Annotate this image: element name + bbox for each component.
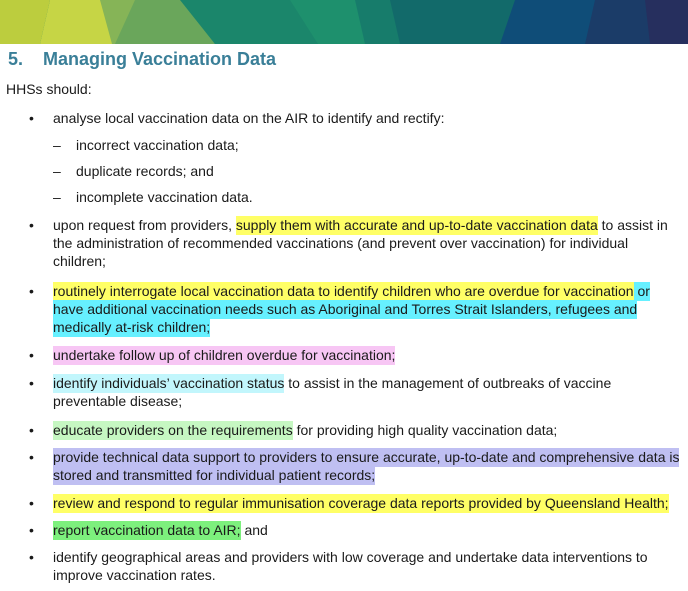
text-segment: for providing high quality vaccination data;: [292, 422, 558, 438]
list-item-text: [53, 346, 683, 364]
decorative-banner: [0, 0, 688, 44]
highlighted-segment: identify individuals’ vaccination status: [53, 375, 285, 391]
sub-list-item-text: incorrect vaccination data;: [76, 137, 239, 153]
list-item-text: [53, 548, 683, 584]
list-item-text: [53, 109, 683, 127]
highlighted-segment: routinely interrogate local vaccination data to identify children who are overdue for vaccination: [53, 283, 634, 299]
list-item-text: [53, 521, 683, 539]
highlighted-segment: supply them with accurate and up-to-date vaccination data: [235, 217, 598, 233]
highlighted-segment: report vaccination data to AIR;: [53, 522, 241, 538]
text-segment: to assist in the administration of recommended vaccinations (and prevent over vaccination) for individual children;: [53, 217, 668, 269]
text-segment: upon request from providers,: [53, 217, 236, 233]
bullet-icon: •: [29, 283, 34, 299]
intro-text: HHSs should:: [6, 81, 92, 97]
highlighted-segment: educate providers on the requirements: [53, 422, 293, 438]
bullet-icon: •: [29, 375, 34, 391]
bullet-icon: •: [29, 495, 34, 511]
dash-icon: –: [53, 137, 61, 153]
banner-graphic: [0, 0, 688, 44]
bullet-icon: •: [29, 110, 34, 126]
bullet-icon: •: [29, 449, 34, 465]
bullet-icon: •: [29, 422, 34, 438]
list-item-text: [53, 494, 683, 512]
highlighted-segment: or have additional vaccination needs such as Aboriginal and Torres Strait Islanders, refugees and medically at-risk children;: [53, 283, 650, 335]
text-segment: identify geographical areas and providers with low coverage and undertake data interventions to improve vaccination rates.: [53, 549, 648, 583]
highlighted-segment: review and respond to regular immunisation coverage data reports provided by Queensland Health;: [53, 495, 669, 511]
dash-icon: –: [53, 189, 61, 205]
list-item-text: [53, 374, 683, 410]
sub-list-item-text: duplicate records; and: [76, 163, 214, 179]
list-item-text: [53, 421, 683, 439]
section-title: Managing Vaccination Data: [43, 49, 277, 69]
list-item-text: [53, 282, 683, 336]
highlighted-segment: provide technical data support to providers to ensure accurate, up-to-date and comprehensive data is stored and transmitted for individual patient records;: [53, 449, 680, 483]
list-item-text: [53, 448, 683, 484]
sub-list-item-text: incomplete vaccination data.: [76, 189, 253, 205]
bullet-icon: •: [29, 347, 34, 363]
text-segment: and: [240, 522, 268, 538]
list-item-text: [53, 216, 683, 270]
bullet-icon: •: [29, 549, 34, 565]
bullet-icon: •: [29, 217, 34, 233]
bullet-icon: •: [29, 522, 34, 538]
highlighted-segment: undertake follow up of children overdue for vaccination;: [53, 347, 396, 363]
text-segment: to assist in the management of outbreaks of vaccine preventable disease;: [53, 375, 612, 409]
section-number: 5.: [8, 49, 24, 69]
dash-icon: –: [53, 163, 61, 179]
section-heading: [8, 49, 276, 70]
text-segment: analyse local vaccination data on the AIR to identify and rectify:: [53, 110, 445, 126]
